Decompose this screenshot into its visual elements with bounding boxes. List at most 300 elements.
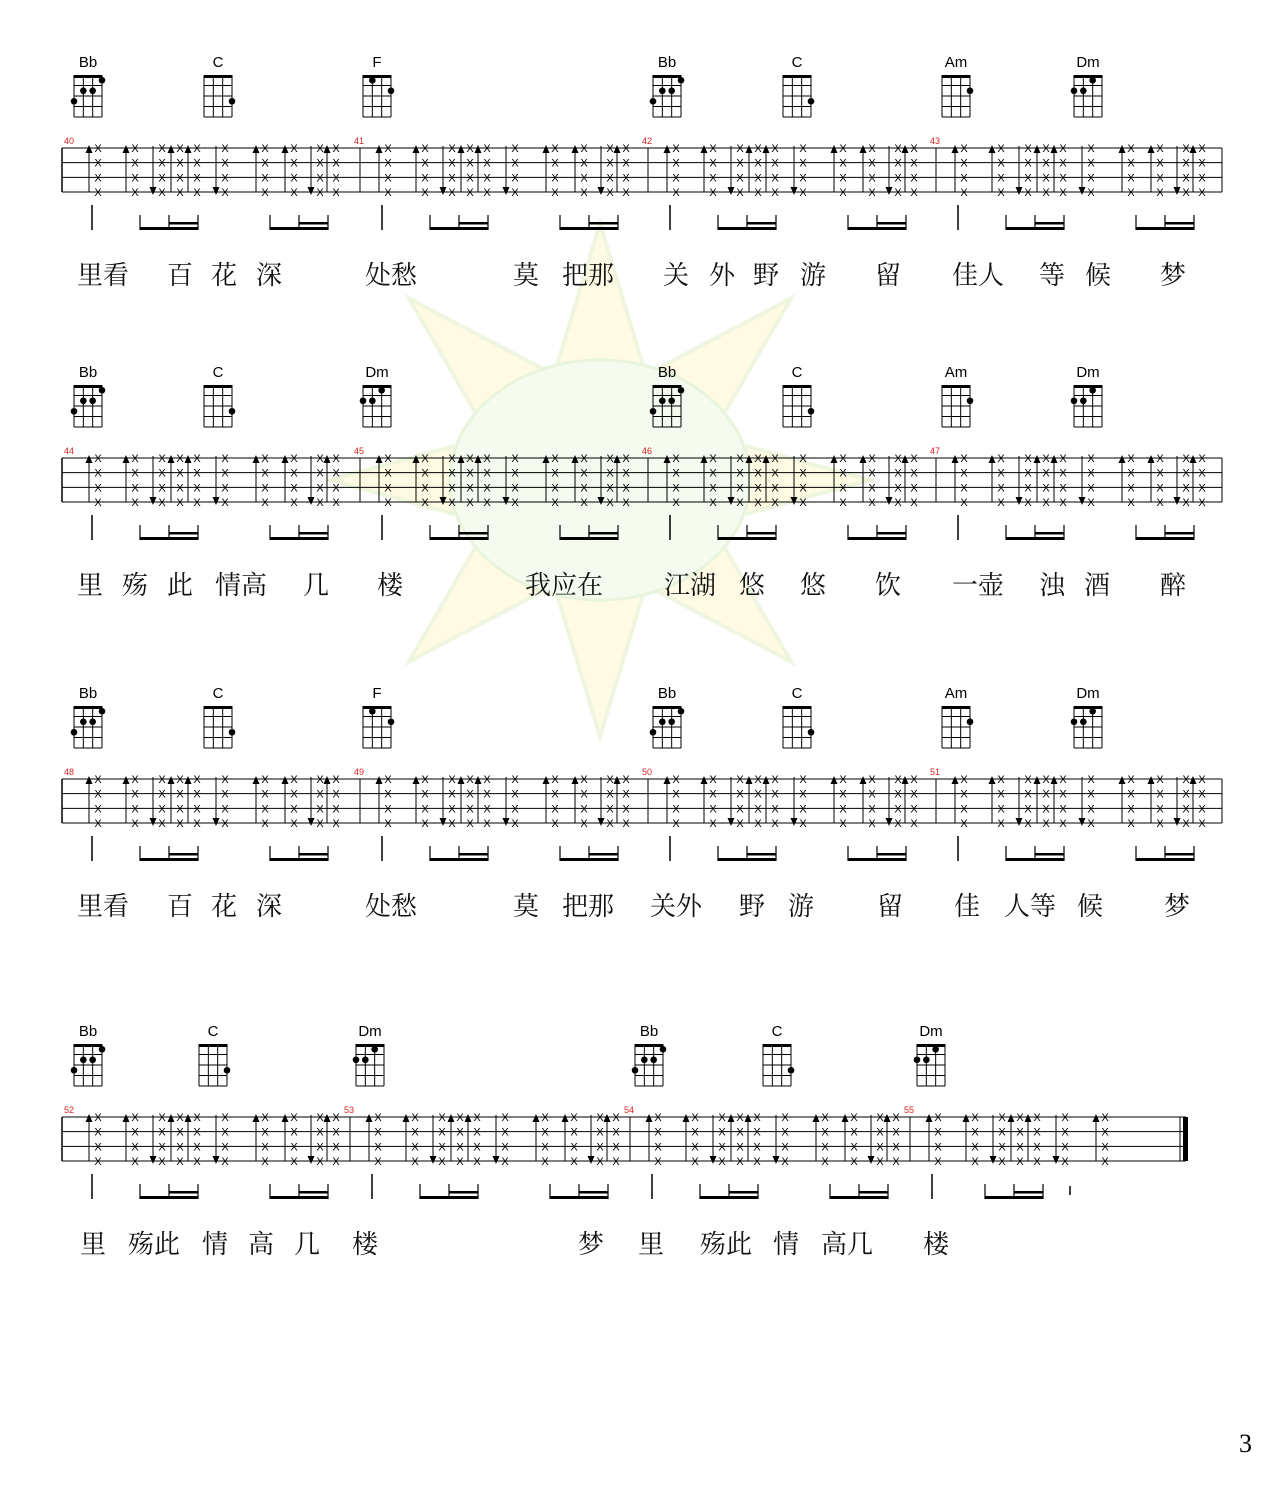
strum-x: X bbox=[754, 467, 762, 480]
rhythm-beam bbox=[859, 1191, 888, 1194]
strum-x: X bbox=[1059, 774, 1067, 786]
strum-x: X bbox=[511, 803, 519, 816]
strum-arrow-up bbox=[465, 1114, 472, 1122]
lyric-syllable: 里看 bbox=[76, 892, 130, 922]
strum-x: X bbox=[839, 818, 847, 830]
lyric-syllable: 处愁 bbox=[364, 892, 418, 922]
strum-x: X bbox=[94, 143, 102, 155]
strum-x: X bbox=[421, 453, 429, 465]
rhythm-beam bbox=[449, 1191, 478, 1194]
strum-x: X bbox=[1059, 497, 1067, 509]
strum-x: X bbox=[483, 497, 491, 509]
strum-x: X bbox=[691, 1112, 699, 1124]
strum-x: X bbox=[1127, 803, 1135, 816]
strum-x: X bbox=[754, 187, 762, 199]
strum-x: X bbox=[466, 453, 474, 465]
rhythm-beam bbox=[877, 222, 906, 225]
strum-x: X bbox=[483, 467, 491, 480]
strum-x: X bbox=[290, 187, 298, 199]
strum-arrow-up bbox=[185, 776, 192, 784]
strum-x: X bbox=[176, 157, 184, 170]
strum-arrow-up bbox=[831, 455, 838, 463]
strum-x: X bbox=[193, 1141, 201, 1154]
strum-arrow-up bbox=[1148, 455, 1155, 463]
lyric-syllable: 外 bbox=[708, 261, 736, 291]
strum-x: X bbox=[799, 497, 807, 509]
strum-arrow-up bbox=[989, 455, 996, 463]
strum-x: X bbox=[672, 172, 680, 185]
strum-x: X bbox=[261, 453, 269, 465]
chord-dot bbox=[388, 87, 395, 94]
strum-x: X bbox=[960, 803, 968, 816]
lyric-syllable: 佳 bbox=[953, 892, 981, 922]
strum-x: X bbox=[511, 818, 519, 830]
chord-name-c: C bbox=[771, 1023, 783, 1040]
chord-dot bbox=[89, 718, 96, 725]
strum-arrow-up bbox=[403, 1114, 410, 1122]
strum-x: X bbox=[1198, 157, 1206, 170]
strum-x: X bbox=[1127, 453, 1135, 465]
strum-x: X bbox=[839, 788, 847, 801]
strum-x: X bbox=[158, 497, 166, 509]
strum-x: X bbox=[473, 1126, 481, 1139]
strum-arrow-down bbox=[213, 1156, 220, 1164]
strum-x: X bbox=[622, 482, 630, 495]
strum-x: X bbox=[709, 482, 717, 495]
strum-x: X bbox=[1033, 1112, 1041, 1124]
lyric-syllable: 把那 bbox=[561, 261, 615, 291]
strum-arrow-up bbox=[831, 776, 838, 784]
strum-x: X bbox=[971, 1156, 979, 1168]
strum-x: X bbox=[672, 818, 680, 830]
strum-x: X bbox=[1127, 482, 1135, 495]
chord-dot bbox=[229, 98, 236, 105]
strum-x: X bbox=[580, 482, 588, 495]
chord-name-bb: Bb bbox=[657, 364, 677, 381]
strum-arrow-up bbox=[1025, 1114, 1032, 1122]
strum-x: X bbox=[158, 143, 166, 155]
strum-x: X bbox=[316, 157, 324, 170]
strum-x: X bbox=[997, 818, 1005, 830]
strum-x: X bbox=[176, 818, 184, 830]
strum-x: X bbox=[131, 1156, 139, 1168]
strum-x: X bbox=[421, 788, 429, 801]
strum-arrow-up bbox=[324, 776, 331, 784]
chord-dot bbox=[967, 397, 974, 404]
strum-x: X bbox=[672, 803, 680, 816]
strum-arrow-up bbox=[543, 145, 550, 153]
lyric-syllable: 佳人 bbox=[951, 261, 1005, 291]
strum-arrow-up bbox=[324, 145, 331, 153]
strum-x: X bbox=[374, 1156, 382, 1168]
strum-x: X bbox=[1198, 453, 1206, 465]
lyric-syllable: 人等 bbox=[1003, 892, 1057, 922]
strum-x: X bbox=[771, 818, 779, 830]
rhythm-beam bbox=[718, 537, 776, 540]
strum-x: X bbox=[158, 1141, 166, 1154]
strum-x: X bbox=[654, 1126, 662, 1139]
lyric-syllable: 里 bbox=[79, 1230, 107, 1260]
strum-x: X bbox=[1156, 497, 1164, 509]
chord-dot bbox=[99, 77, 106, 84]
strum-arrow-down bbox=[886, 818, 893, 826]
strum-x: X bbox=[868, 467, 876, 480]
strum-x: X bbox=[261, 497, 269, 509]
strum-x: X bbox=[483, 172, 491, 185]
strum-x: X bbox=[94, 1126, 102, 1139]
system-3 bbox=[62, 685, 1222, 922]
strum-x: X bbox=[997, 774, 1005, 786]
strum-x: X bbox=[448, 482, 456, 495]
strum-x: X bbox=[876, 1112, 884, 1124]
strum-arrow-up bbox=[376, 145, 383, 153]
strum-x: X bbox=[466, 467, 474, 480]
strum-x: X bbox=[501, 1141, 509, 1154]
strum-x: X bbox=[753, 1126, 761, 1139]
strum-x: X bbox=[754, 172, 762, 185]
strum-x: X bbox=[483, 482, 491, 495]
rhythm-beam bbox=[140, 227, 198, 230]
chord-dot bbox=[360, 397, 367, 404]
rhythm-beam bbox=[430, 858, 488, 861]
strum-x: X bbox=[868, 187, 876, 199]
strum-x: X bbox=[290, 1141, 298, 1154]
strum-x: X bbox=[868, 818, 876, 830]
chord-nut bbox=[204, 385, 232, 388]
strum-x: X bbox=[221, 453, 229, 465]
chord-dot bbox=[362, 1056, 369, 1063]
strum-x: X bbox=[131, 774, 139, 786]
measure-number: 53 bbox=[344, 1105, 355, 1115]
strum-x: X bbox=[736, 788, 744, 801]
rhythm-beam bbox=[430, 537, 488, 540]
strum-arrow-up bbox=[746, 776, 753, 784]
strum-x: X bbox=[511, 172, 519, 185]
strum-x: X bbox=[158, 172, 166, 185]
strum-x: X bbox=[606, 482, 614, 495]
strum-x: X bbox=[1087, 788, 1095, 801]
strum-x: X bbox=[839, 172, 847, 185]
strum-x: X bbox=[736, 172, 744, 185]
strum-x: X bbox=[261, 1112, 269, 1124]
strum-x: X bbox=[570, 1141, 578, 1154]
strum-x: X bbox=[448, 774, 456, 786]
strum-x: X bbox=[1042, 788, 1050, 801]
strum-x: X bbox=[1182, 774, 1190, 786]
strum-x: X bbox=[622, 818, 630, 830]
rhythm-beam bbox=[1035, 532, 1064, 535]
strum-x: X bbox=[960, 453, 968, 465]
strum-x: X bbox=[960, 467, 968, 480]
strum-x: X bbox=[551, 788, 559, 801]
strum-x: X bbox=[894, 818, 902, 830]
strum-x: X bbox=[290, 1126, 298, 1139]
strum-x: X bbox=[131, 143, 139, 155]
strum-x: X bbox=[261, 187, 269, 199]
measure-number: 48 bbox=[64, 767, 75, 777]
strum-x: X bbox=[894, 143, 902, 155]
strum-x: X bbox=[176, 497, 184, 509]
lyric-syllable: 几 bbox=[293, 1230, 321, 1260]
strum-x: X bbox=[771, 482, 779, 495]
strum-arrow-up bbox=[86, 455, 93, 463]
rhythm-beam bbox=[299, 222, 328, 225]
strum-x: X bbox=[290, 1156, 298, 1168]
strum-x: X bbox=[332, 1156, 340, 1168]
measure-number: 44 bbox=[64, 446, 75, 456]
strum-x: X bbox=[754, 453, 762, 465]
strum-x: X bbox=[221, 1126, 229, 1139]
strum-x: X bbox=[771, 172, 779, 185]
rhythm-beam bbox=[700, 1196, 758, 1199]
strum-x: X bbox=[580, 172, 588, 185]
strum-arrow-up bbox=[168, 776, 175, 784]
strum-x: X bbox=[1033, 1156, 1041, 1168]
strum-x: X bbox=[221, 482, 229, 495]
rhythm-beam bbox=[459, 222, 488, 225]
chord-nut bbox=[204, 75, 232, 78]
lyric-syllable: 殇 bbox=[121, 571, 149, 601]
strum-x: X bbox=[193, 803, 201, 816]
strum-x: X bbox=[1198, 187, 1206, 199]
strum-x: X bbox=[261, 157, 269, 170]
strum-x: X bbox=[332, 1141, 340, 1154]
strum-arrow-down bbox=[150, 818, 157, 826]
strum-x: X bbox=[511, 482, 519, 495]
strum-x: X bbox=[691, 1156, 699, 1168]
strum-x: X bbox=[606, 187, 614, 199]
strum-x: X bbox=[709, 788, 717, 801]
chord-nut bbox=[363, 706, 391, 709]
strum-x: X bbox=[1024, 818, 1032, 830]
strum-arrow-up bbox=[253, 455, 260, 463]
strum-arrow-down bbox=[150, 187, 157, 195]
strum-arrow-up bbox=[1034, 776, 1041, 784]
strum-x: X bbox=[466, 143, 474, 155]
strum-x: X bbox=[176, 1126, 184, 1139]
strum-x: X bbox=[384, 482, 392, 495]
strum-x: X bbox=[971, 1141, 979, 1154]
chord-dot bbox=[678, 77, 685, 84]
chord-name-bb: Bb bbox=[78, 364, 98, 381]
strum-x: X bbox=[176, 1156, 184, 1168]
strum-x: X bbox=[316, 818, 324, 830]
strum-x: X bbox=[193, 1112, 201, 1124]
strum-x: X bbox=[551, 803, 559, 816]
lyric-syllable: 候 bbox=[1084, 261, 1112, 291]
strum-x: X bbox=[868, 143, 876, 155]
lyric-syllable: 江湖 bbox=[663, 571, 717, 601]
strum-arrow-up bbox=[989, 776, 996, 784]
strum-x: X bbox=[1033, 1141, 1041, 1154]
strum-x: X bbox=[158, 803, 166, 816]
strum-x: X bbox=[290, 788, 298, 801]
strum-x: X bbox=[1042, 774, 1050, 786]
strum-x: X bbox=[193, 143, 201, 155]
strum-x: X bbox=[839, 467, 847, 480]
strum-x: X bbox=[290, 497, 298, 509]
strum-x: X bbox=[158, 818, 166, 830]
strum-x: X bbox=[511, 143, 519, 155]
chord-dot bbox=[1089, 708, 1096, 715]
strum-x: X bbox=[438, 1141, 446, 1154]
strum-x: X bbox=[622, 774, 630, 786]
strum-x: X bbox=[411, 1156, 419, 1168]
chord-name-bb: Bb bbox=[78, 685, 98, 702]
strum-arrow-down bbox=[791, 818, 798, 826]
strum-arrow-up bbox=[282, 776, 289, 784]
strum-x: X bbox=[176, 143, 184, 155]
strum-x: X bbox=[176, 172, 184, 185]
strum-x: X bbox=[910, 143, 918, 155]
measure-number: 40 bbox=[64, 136, 75, 146]
rhythm-beam bbox=[169, 532, 198, 535]
strum-x: X bbox=[501, 1126, 509, 1139]
strum-arrow-down bbox=[308, 187, 315, 195]
strum-x: X bbox=[754, 157, 762, 170]
lyric-syllable: 梦 bbox=[1163, 892, 1191, 922]
strum-x: X bbox=[193, 1156, 201, 1168]
strum-x: X bbox=[261, 774, 269, 786]
strum-x: X bbox=[736, 187, 744, 199]
strum-x: X bbox=[193, 818, 201, 830]
chord-name-c: C bbox=[791, 364, 803, 381]
strum-x: X bbox=[672, 788, 680, 801]
strum-arrow-up bbox=[376, 776, 383, 784]
strum-x: X bbox=[316, 774, 324, 786]
strum-x: X bbox=[971, 1112, 979, 1124]
strum-x: X bbox=[1101, 1156, 1109, 1168]
chord-dot bbox=[89, 1056, 96, 1063]
strum-x: X bbox=[316, 172, 324, 185]
strum-x: X bbox=[176, 803, 184, 816]
chord-nut bbox=[942, 75, 970, 78]
strum-arrow-down bbox=[588, 1156, 595, 1164]
strum-x: X bbox=[290, 453, 298, 465]
strum-x: X bbox=[1059, 482, 1067, 495]
rhythm-beam bbox=[747, 222, 776, 225]
lyric-syllable: 浊 bbox=[1038, 571, 1066, 601]
chord-dot bbox=[967, 718, 974, 725]
chord-dot bbox=[71, 98, 78, 105]
strum-x: X bbox=[466, 482, 474, 495]
rhythm-beam bbox=[877, 853, 906, 856]
strum-x: X bbox=[998, 1156, 1006, 1168]
chord-dot bbox=[378, 387, 385, 394]
lyric-syllable: 我应在 bbox=[524, 571, 604, 601]
strum-arrow-up bbox=[572, 776, 579, 784]
strum-x: X bbox=[193, 172, 201, 185]
chord-nut bbox=[635, 1044, 663, 1047]
strum-x: X bbox=[691, 1141, 699, 1154]
strum-x: X bbox=[960, 187, 968, 199]
rhythm-beam bbox=[1006, 537, 1064, 540]
strum-arrow-up bbox=[533, 1114, 540, 1122]
lyric-syllable: 情 bbox=[772, 1230, 800, 1260]
strum-x: X bbox=[131, 482, 139, 495]
strum-x: X bbox=[1156, 172, 1164, 185]
chord-name-f: F bbox=[372, 685, 382, 702]
strum-x: X bbox=[456, 1141, 464, 1154]
lyric-syllable: 百 bbox=[166, 892, 194, 922]
strum-x: X bbox=[193, 157, 201, 170]
strum-x: X bbox=[131, 157, 139, 170]
strum-arrow-up bbox=[413, 145, 420, 153]
strum-arrow-up bbox=[168, 1114, 175, 1122]
strum-x: X bbox=[1033, 1126, 1041, 1139]
strum-x: X bbox=[176, 453, 184, 465]
strum-x: X bbox=[910, 467, 918, 480]
strum-x: X bbox=[1198, 788, 1206, 801]
strum-x: X bbox=[753, 1156, 761, 1168]
chord-nut bbox=[653, 706, 681, 709]
lyric-syllable: 醉 bbox=[1159, 571, 1187, 601]
strum-x: X bbox=[411, 1112, 419, 1124]
strum-x: X bbox=[868, 774, 876, 786]
strum-x: X bbox=[466, 157, 474, 170]
strum-x: X bbox=[193, 774, 201, 786]
chord-nut bbox=[204, 706, 232, 709]
chord-dot bbox=[89, 87, 96, 94]
lyric-syllable: 等 bbox=[1038, 261, 1066, 291]
strum-x: X bbox=[1024, 482, 1032, 495]
strum-x: X bbox=[894, 157, 902, 170]
strum-arrow-up bbox=[458, 776, 465, 784]
strum-x: X bbox=[316, 187, 324, 199]
strum-x: X bbox=[997, 187, 1005, 199]
strum-x: X bbox=[998, 1141, 1006, 1154]
chord-dot bbox=[229, 408, 236, 415]
strum-arrow-down bbox=[308, 1156, 315, 1164]
strum-x: X bbox=[94, 187, 102, 199]
strum-x: X bbox=[332, 187, 340, 199]
chord-nut bbox=[74, 1044, 102, 1047]
strum-arrow-up bbox=[185, 145, 192, 153]
strum-arrow-up bbox=[448, 1114, 455, 1122]
strum-x: X bbox=[158, 187, 166, 199]
strum-x: X bbox=[290, 467, 298, 480]
chord-dot bbox=[71, 729, 78, 736]
strum-x: X bbox=[612, 1156, 620, 1168]
chord-nut bbox=[356, 1044, 384, 1047]
strum-arrow-up bbox=[123, 145, 130, 153]
strum-x: X bbox=[606, 803, 614, 816]
strum-x: X bbox=[1024, 453, 1032, 465]
strum-arrow-up bbox=[253, 776, 260, 784]
chord-dot bbox=[967, 87, 974, 94]
strum-arrow-up bbox=[763, 145, 770, 153]
strum-x: X bbox=[1087, 172, 1095, 185]
strum-x: X bbox=[448, 172, 456, 185]
chord-dot bbox=[99, 708, 106, 715]
strum-x: X bbox=[1087, 482, 1095, 495]
rhythm-beam bbox=[729, 1191, 758, 1194]
chord-name-c: C bbox=[791, 685, 803, 702]
chord-dot bbox=[650, 98, 657, 105]
lyric-syllable: 留 bbox=[874, 261, 902, 291]
strum-x: X bbox=[672, 497, 680, 509]
strum-arrow-down bbox=[1079, 818, 1086, 826]
rhythm-beam bbox=[589, 853, 618, 856]
chord-nut bbox=[783, 385, 811, 388]
strum-x: X bbox=[910, 788, 918, 801]
strum-x: X bbox=[894, 453, 902, 465]
strum-x: X bbox=[606, 453, 614, 465]
rhythm-beam bbox=[299, 853, 328, 856]
strum-x: X bbox=[934, 1156, 942, 1168]
chord-nut bbox=[783, 706, 811, 709]
strum-x: X bbox=[771, 467, 779, 480]
